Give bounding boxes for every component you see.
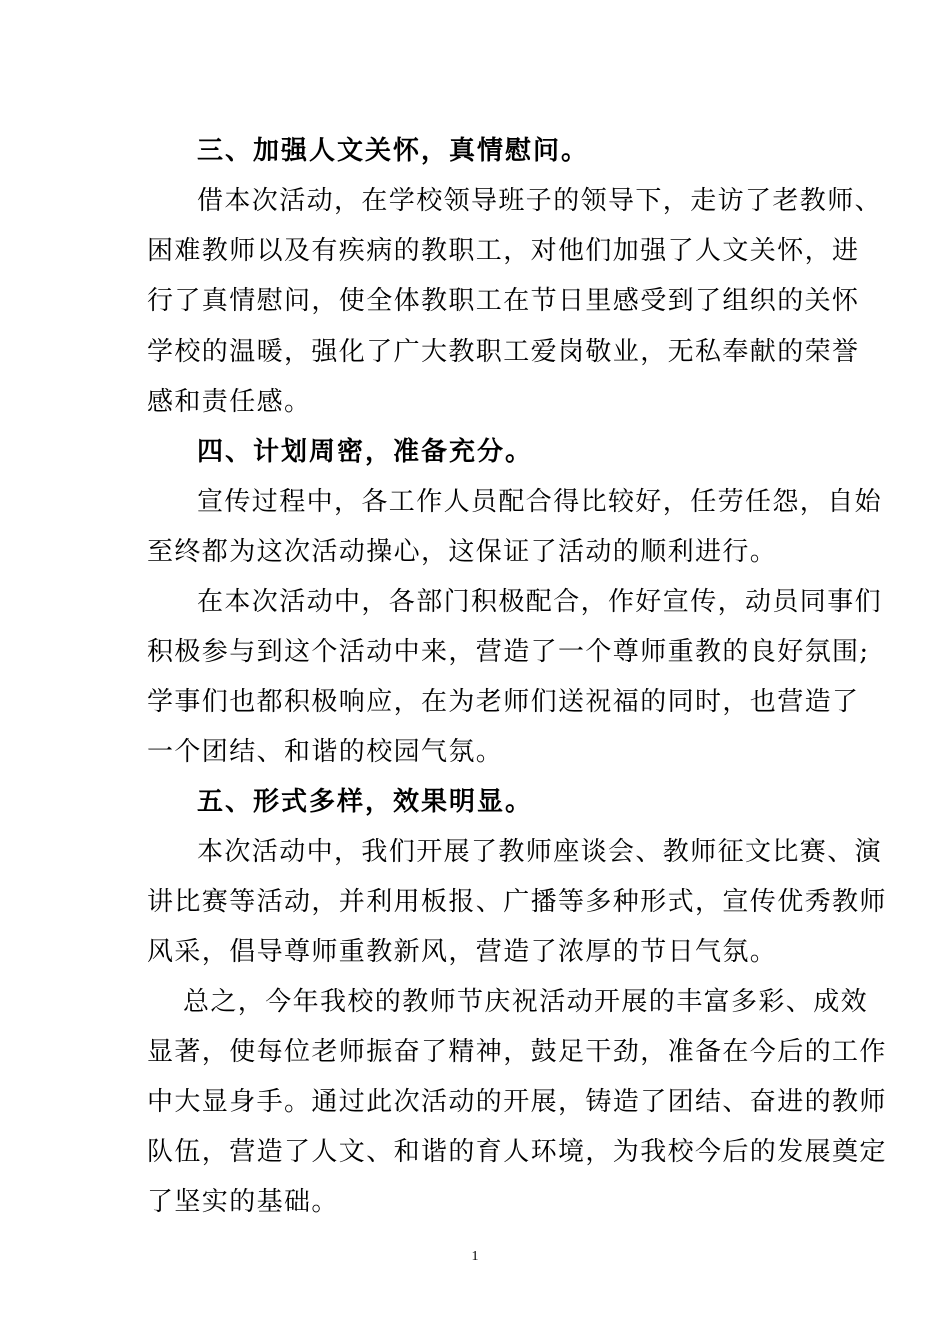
page-number: 1	[471, 1249, 479, 1264]
paragraph-line: 借本次活动，在学校领导班子的领导下，走访了老教师、	[197, 186, 883, 216]
paragraph-line: 了坚实的基础。	[147, 1187, 339, 1217]
paragraph-line: 至终都为这次活动操心，这保证了活动的顺利进行。	[147, 537, 778, 567]
paragraph-line: 积极参与到这个活动中来，营造了一个尊师重教的良好氛围;	[147, 637, 870, 667]
paragraph-line: 宣传过程中，各工作人员配合得比较好，任劳任怨，自始	[197, 487, 883, 517]
paragraph-line: 队伍，营造了人文、和谐的育人环境，为我校今后的发展奠定	[147, 1137, 887, 1167]
section-heading-4: 四、计划周密，准备充分。	[197, 437, 534, 467]
paragraph-line: 学事们也都积极响应，在为老师们送祝福的同时，也营造了	[147, 687, 860, 717]
paragraph-line: 中大显身手。通过此次活动的开展，铸造了团结、奋进的教师	[147, 1087, 887, 1117]
paragraph-line: 显著，使每位老师振奋了精神，鼓足干劲，准备在今后的工作	[147, 1037, 887, 1067]
paragraph-line: 一个团结、和谐的校园气氛。	[147, 737, 504, 767]
paragraph-line: 本次活动中，我们开展了教师座谈会、教师征文比赛、演	[197, 837, 883, 867]
paragraph-line: 讲比赛等活动，并利用板报、广播等多种形式，宣传优秀教师	[147, 887, 887, 917]
paragraph-line: 学校的温暖，强化了广大教职工爱岗敬业，无私奉献的荣誉	[147, 337, 860, 367]
paragraph-line: 行了真情慰问，使全体教职工在节日里感受到了组织的关怀	[147, 286, 860, 316]
paragraph-line: 在本次活动中，各部门积极配合，作好宣传，动员同事们	[197, 587, 883, 617]
paragraph-line: 困难教师以及有疾病的教职工，对他们加强了人文关怀，进	[147, 236, 860, 266]
paragraph-line: 总之，今年我校的教师节庆祝活动开展的丰富多彩、成效	[183, 987, 869, 1017]
section-heading-3: 三、加强人文关怀，真情慰问。	[197, 136, 590, 166]
paragraph-line: 风采，倡导尊师重教新风，营造了浓厚的节日气氛。	[147, 937, 778, 967]
paragraph-line: 感和责任感。	[147, 387, 312, 417]
section-heading-5: 五、形式多样，效果明显。	[197, 787, 534, 817]
